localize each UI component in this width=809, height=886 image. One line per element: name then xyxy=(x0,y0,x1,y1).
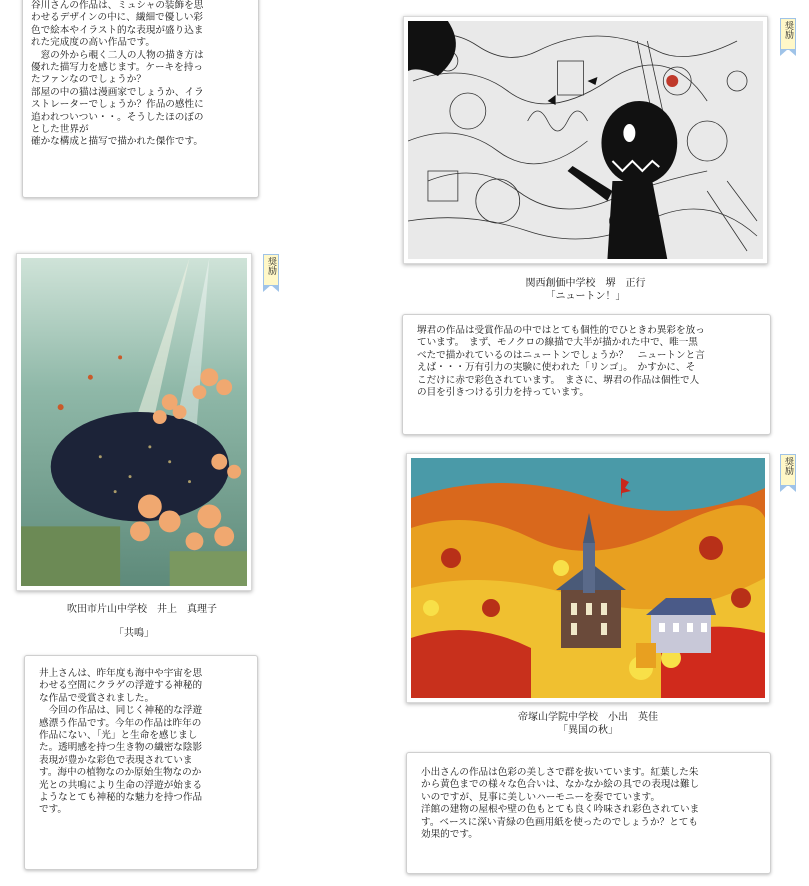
award-badge-autumn xyxy=(780,454,796,486)
artwork-title-kyomei: 「共鳴」 xyxy=(114,628,154,639)
caption-kyomei-school xyxy=(16,603,268,616)
school-name-kyomei: 吹田市片山中学校 井上 真理子 xyxy=(67,604,217,615)
comment-text-autumn: 小出さんの作品は色彩の美しさで群を抜いています。紅葉した朱 から黄色までの様々な色合いは、なかなか絵の具での表現は難し いのですが、見事に美しいハーモニーを奏でています。 洋館の建物の屋根や壁の色もとても良く吟味され彩色されていま す。ベースに深い青緑の色画用紙を使ったのでしょうか？とても 効果的です。 xyxy=(421,767,700,841)
award-badge-newton xyxy=(780,18,796,50)
artwork-autumn-image xyxy=(411,458,765,698)
comment-text-kyomei: 井上さんは、昨年度も海中や宇宙を思 わせる空間にクラゲの浮遊する神秘的 な作品で受賞されました。 今回の作品は、同じく神秘的な浮遊 感漂う作品です。今年の作品は昨年の 作品にない、「光」と生命を感じまし た。透明感を持つ生き物の繊密な陰影 表現が豊かな彩色で表現されていま す。海中の植物なのか原始生物なのか 光との共鳴により生命の浮遊が始まる ようなとても神秘的な魅力を持つ作品 です。 xyxy=(39,668,203,816)
caption-newton xyxy=(403,277,768,303)
comment-card-top-left xyxy=(22,0,259,198)
caption-kyomei-title xyxy=(16,627,252,640)
comment-text-newton: 堺君の作品は受賞作品の中ではとても個性的でひときわ異彩を放っ ています。 まず、モノクロの線描で大半が描かれた中で、唯一黒 べたで描かれているのはニュートンでしょうか？ ニュートンと言 えば・・・万有引力の実験に使われた「リンゴ」。 かすかに、そ こだけに赤で彩色されています。 まさに、堺君の作品は個性で人 の目を引きつける引力を持っています。 xyxy=(417,325,705,399)
award-badge-kyomei xyxy=(263,254,279,286)
artwork-newton xyxy=(403,16,768,264)
comment-card-newton xyxy=(402,314,771,435)
school-name-autumn: 帝塚山学院中学校 小出 英佳 xyxy=(518,712,658,723)
artwork-newton-image xyxy=(408,21,763,259)
artwork-title-newton: 「ニュートン！」 xyxy=(545,291,626,302)
comment-card-kyomei xyxy=(24,655,258,870)
comment-text-top-left: 谷川さんの作品は、ミュシャの装飾を思 わせるデザインの中に、繊細で優しい彩 色で絵本やイラスト的な表現が盛り込ま れた完成度の高い作品です。 窓の外から覗く二人の人物の描き方は 優れた描写力を感じます。ケーキを持っ たファンなのでしょうか？ 部屋の中の猫は漫画家でしょうか、イラ ストレーターでしょうか？作品の感性に 追われついつい・・。そうしたほのぼの とした世界が 確かな構成と描写で描かれた傑作です。 xyxy=(31,0,204,148)
award-badge-kyomei-text: 奨励 xyxy=(266,257,276,275)
artwork-kyomei-image xyxy=(21,258,247,586)
school-name-newton: 関西創価中学校 堺 正行 xyxy=(525,278,646,289)
artwork-title-autumn: 「異国の秋」 xyxy=(558,725,618,736)
artwork-kyomei xyxy=(16,253,252,591)
artwork-autumn xyxy=(406,453,770,703)
comment-card-autumn xyxy=(406,752,771,874)
caption-autumn xyxy=(406,711,770,737)
award-badge-newton-text: 奨励 xyxy=(783,21,793,39)
award-badge-autumn-text: 奨励 xyxy=(783,457,793,475)
